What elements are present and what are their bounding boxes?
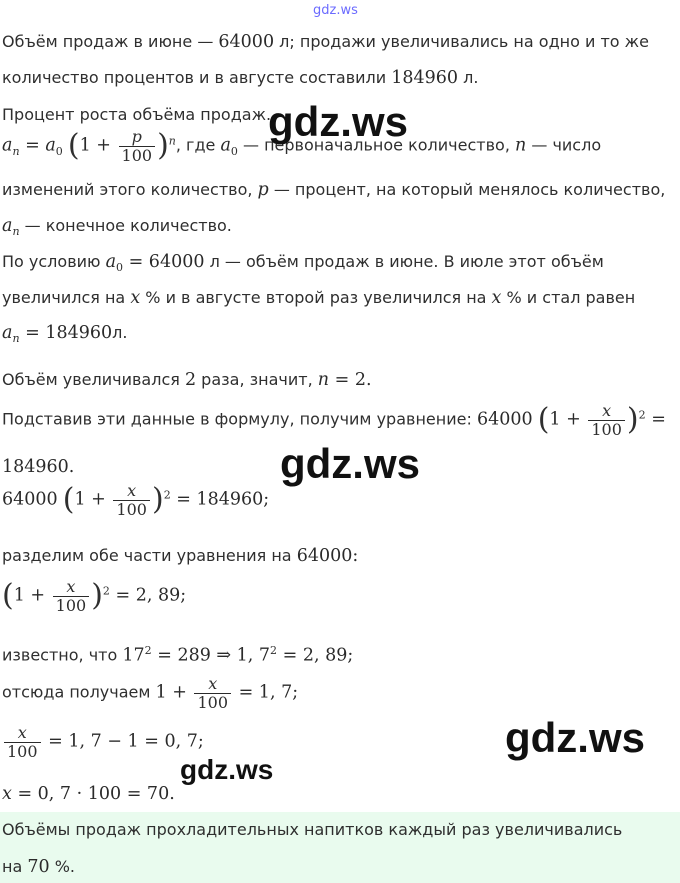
text-line-1 <box>2 32 649 52</box>
math-subscript: n <box>12 225 20 239</box>
text-segment: на <box>2 857 28 876</box>
math-symbol: = 2. <box>329 370 372 390</box>
formula-line-17 <box>2 675 298 711</box>
math-paren: ) <box>91 578 103 614</box>
math-paren: ) <box>626 402 639 438</box>
math-paren: ( <box>537 402 550 438</box>
math-symbol: = 184960; <box>170 489 270 510</box>
math-number: 2 <box>184 370 197 390</box>
text-line-2 <box>2 68 478 88</box>
math-subscript: 0 <box>55 144 63 158</box>
math-exponent: 2 <box>163 488 171 502</box>
math-symbol: = <box>645 409 666 430</box>
math-paren: ) <box>151 482 164 518</box>
math-number: 64000 <box>218 32 275 52</box>
math-subscript: 0 <box>116 261 124 275</box>
text-segment: отсюда получаем <box>2 682 156 702</box>
math-symbol: 1 + <box>549 409 587 430</box>
math-var: n <box>514 135 527 156</box>
math-var: p <box>257 180 269 200</box>
text-segment: % и в августе второй раз увеличился на <box>140 288 492 307</box>
math-symbol: 1 + <box>155 682 193 703</box>
math-symbol: 1 + <box>74 489 112 510</box>
text-segment: — конечное количество. <box>19 216 232 235</box>
math-var: a <box>2 216 13 236</box>
frac-num: p <box>131 127 142 146</box>
text-segment: раза, значит, <box>196 370 318 389</box>
frac-num: x <box>127 481 137 500</box>
math-symbol: = 289 ⇒ 1, 7 <box>151 645 271 666</box>
text-segment: увеличился на <box>2 288 131 307</box>
math-subscript: 0 <box>230 144 238 158</box>
math-fraction <box>53 578 90 614</box>
math-symbol: = 2, 89; <box>277 645 354 666</box>
text-segment: — процент, на который менялось количество, <box>268 180 666 199</box>
text-line-3 <box>2 105 271 124</box>
frac-num: x <box>602 401 612 420</box>
text-segment: — первоначальное количество, <box>237 135 515 155</box>
math-var: x <box>2 784 12 804</box>
frac-den: 100 <box>113 500 150 519</box>
text-segment: изменений этого количество, <box>2 180 258 199</box>
watermark: gdz.ws <box>280 440 421 487</box>
math-number: 64000 <box>2 489 58 510</box>
math-fraction <box>4 724 41 760</box>
frac-num: x <box>66 577 76 596</box>
text-segment: % и стал равен <box>501 288 636 307</box>
math-var: x <box>130 288 141 308</box>
math-number: 184960. <box>2 457 75 477</box>
math-exponent: 2 <box>270 644 278 657</box>
math-exponent: n <box>168 134 176 148</box>
formula-line-13 <box>2 482 269 518</box>
math-paren: ( <box>67 128 80 164</box>
text-segment: количество процентов и в августе составили <box>2 68 392 87</box>
text-segment: — число <box>526 135 602 155</box>
math-symbol: = 64000 <box>123 252 205 272</box>
math-subscript: n <box>12 332 20 346</box>
text-segment: известно, что <box>2 645 123 665</box>
math-symbol: 1 + <box>13 585 51 606</box>
watermark: gdz.ws <box>505 714 646 761</box>
text-segment: Процент роста объёма продаж. <box>2 105 272 124</box>
frac-den: 100 <box>194 693 231 712</box>
math-number: 184960 <box>391 68 459 88</box>
math-var: a <box>220 135 231 156</box>
math-symbol: = 2, 89; <box>109 585 187 606</box>
text-segment: %. <box>49 857 76 876</box>
math-paren: ( <box>62 482 75 518</box>
math-paren: ) <box>157 128 169 164</box>
text-segment: , где <box>175 135 221 155</box>
answer-line-1 <box>2 820 622 839</box>
formula-line-18 <box>2 724 204 760</box>
text-segment: л; продажи увеличивались на одно и то же <box>274 32 649 51</box>
frac-den: 100 <box>588 420 625 439</box>
frac-num: x <box>17 723 27 742</box>
formula-line-19 <box>2 784 175 804</box>
text-line-6 <box>2 216 232 238</box>
text-line-12 <box>2 457 74 477</box>
math-paren: ( <box>2 578 14 614</box>
math-number: 70 <box>27 857 50 877</box>
math-subscript: n <box>12 144 20 158</box>
text-line-16 <box>2 644 353 665</box>
watermark: gdz.ws <box>268 98 409 145</box>
math-fraction <box>113 482 150 518</box>
math-fraction <box>194 675 231 711</box>
math-exponent: 2 <box>144 644 152 657</box>
math-var: a <box>105 252 117 272</box>
math-var: a <box>45 135 56 156</box>
math-number: 64000 <box>476 409 533 430</box>
math-symbol: 1 + <box>79 135 117 156</box>
math-exponent: 2 <box>638 408 646 422</box>
frac-num: x <box>208 674 218 693</box>
frac-den: 100 <box>4 742 41 761</box>
text-segment: Объём увеличивался <box>2 370 185 389</box>
math-number: 64000: <box>296 546 359 566</box>
text-segment: По условию <box>2 252 106 271</box>
watermark: gdz.ws <box>180 754 274 785</box>
math-symbol: = 1, 7; <box>233 682 299 703</box>
math-symbol: = 1, 7 − 1 = 0, 7; <box>42 731 204 752</box>
math-fraction <box>119 128 156 164</box>
math-symbol: = <box>19 135 46 156</box>
math-var: a <box>2 323 13 343</box>
math-exponent: 2 <box>102 584 110 598</box>
math-fraction <box>588 402 625 438</box>
site-label[interactable]: gdz.ws <box>313 3 358 18</box>
text-line-8 <box>2 288 635 308</box>
text-line-14 <box>2 546 358 566</box>
text-segment: разделим обе части уравнения на <box>2 546 297 565</box>
frac-den: 100 <box>53 596 90 615</box>
math-number: 17 <box>122 645 145 666</box>
math-var: n <box>317 370 330 390</box>
formula-line-11 <box>2 402 666 438</box>
text-segment: л. <box>458 68 479 87</box>
text-segment: л — объём продаж в июне. В июле этот объём <box>204 252 604 271</box>
answer-line-2 <box>2 857 75 877</box>
text-segment: Объёмы продаж прохладительных напитков каждый раз увеличивались <box>2 820 623 839</box>
text-line-10 <box>2 370 372 390</box>
text-segment: Подставив эти данные в формулу, получим уравнение: <box>2 409 477 429</box>
math-symbol: = 0, 7 · 100 = 70. <box>11 784 175 804</box>
math-var: a <box>2 135 13 156</box>
formula-line-15 <box>2 578 186 614</box>
frac-den: 100 <box>119 146 156 165</box>
text-line-9 <box>2 323 127 345</box>
text-line-5 <box>2 180 665 200</box>
text-line-7 <box>2 252 604 274</box>
text-segment: л. <box>112 323 128 342</box>
text-segment: Объём продаж в июне — <box>2 32 219 51</box>
math-symbol: = 184960 <box>19 323 113 343</box>
math-var: x <box>491 288 502 308</box>
